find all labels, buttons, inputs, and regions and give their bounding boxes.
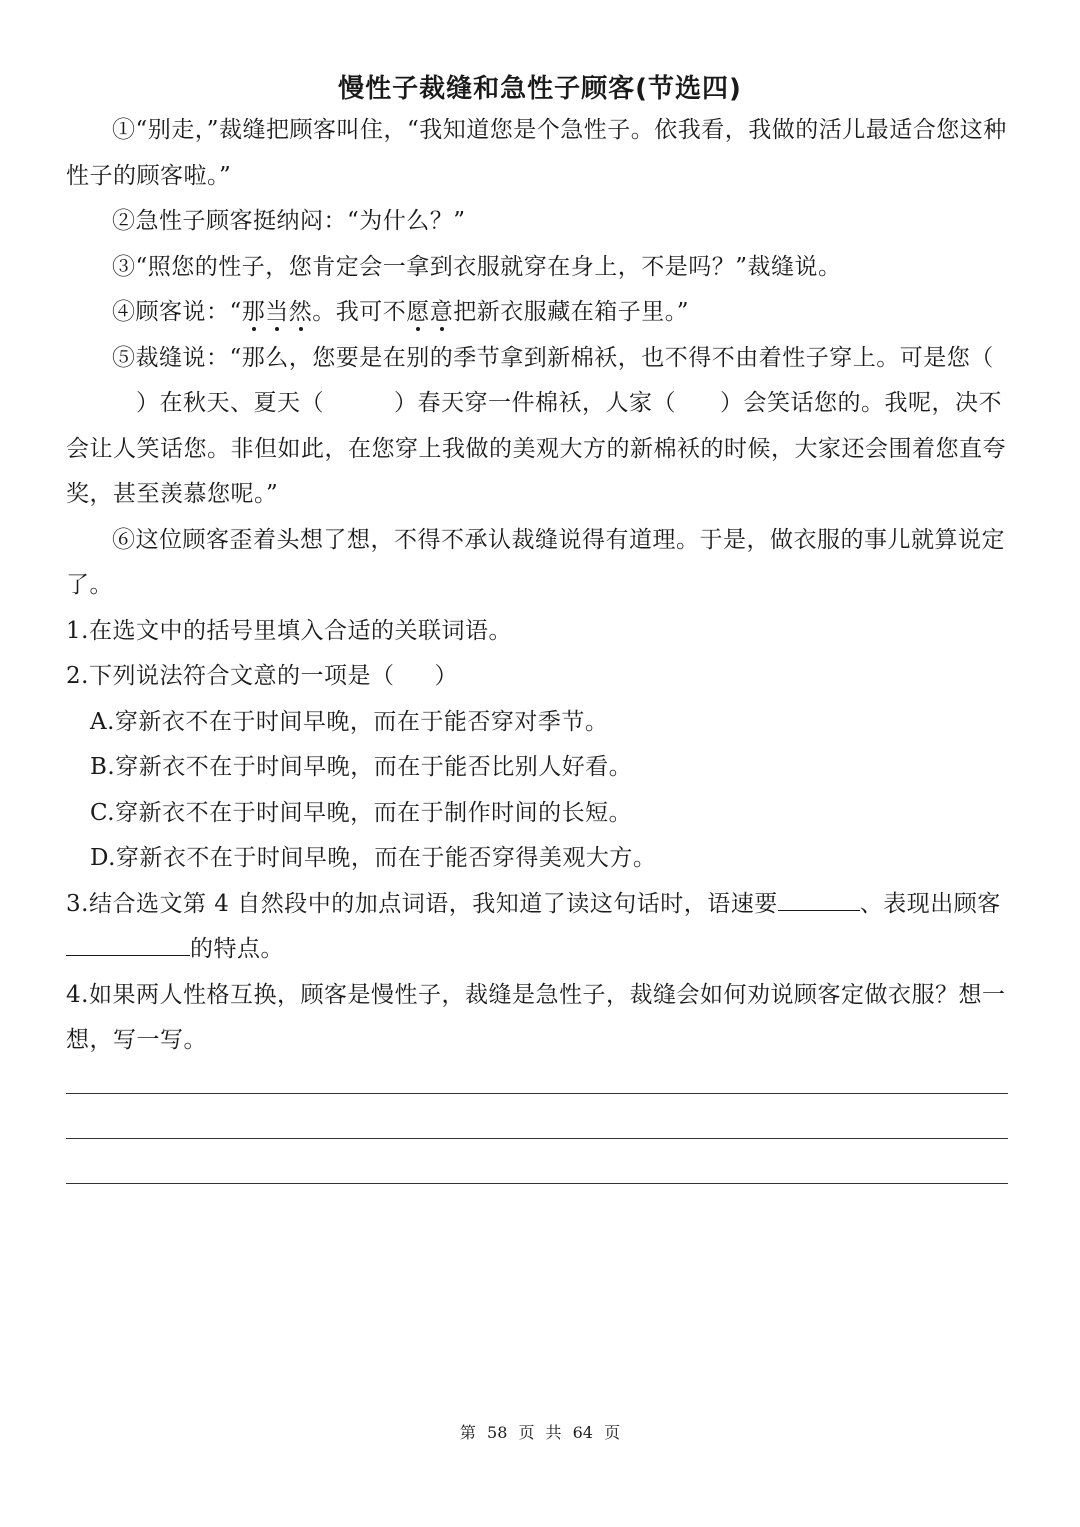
answer-underline-speed[interactable] bbox=[778, 888, 860, 911]
question-3-text-b: 、表现出顾客 bbox=[859, 890, 1001, 917]
paragraph-6: ⑥这位顾客歪着头想了想，不得不承认裁缝说得有道理。于是，做衣服的事儿就算说定了。 bbox=[66, 526, 1005, 598]
p4-end: 把新衣服藏在箱子里。” bbox=[453, 299, 690, 325]
reading-passage bbox=[66, 108, 1014, 1064]
answer-writing-line[interactable] bbox=[66, 1093, 1008, 1094]
question-2-close: ） bbox=[434, 663, 458, 689]
paragraph-2: ②急性子顾客挺纳闷：“为什么？” bbox=[112, 208, 466, 234]
p5-part-c: ）春天穿一件棉袄，人家（ bbox=[394, 390, 676, 416]
paragraph-3: ③“照您的性子，您肯定会一拿到衣服就穿在身上，不是吗？”裁缝说。 bbox=[112, 253, 842, 280]
dotted-char: 意 bbox=[429, 299, 454, 325]
option-a[interactable]: A.穿新衣不在于时间早晚，而在于能否穿对季节。 bbox=[90, 708, 609, 735]
option-b[interactable]: B.穿新衣不在于时间早晚，而在于能否比别人好看。 bbox=[90, 754, 633, 780]
dotted-char: 那 bbox=[241, 299, 266, 325]
dotted-char: 当 bbox=[265, 299, 289, 325]
paragraph-4 bbox=[66, 290, 1014, 336]
paragraph-5 bbox=[66, 336, 1014, 518]
answer-writing-line[interactable] bbox=[66, 1138, 1008, 1139]
answer-underline-trait[interactable] bbox=[66, 933, 190, 956]
page-title: 慢性子裁缝和急性子顾客(节选四) bbox=[338, 74, 742, 104]
page-footer: 第 58 页 共 64 页 bbox=[459, 1423, 621, 1442]
option-d[interactable]: D.穿新衣不在于时间早晚，而在于能否穿得美观大方。 bbox=[90, 845, 657, 871]
answer-writing-line[interactable] bbox=[66, 1183, 1008, 1184]
p4-after: 。我可不 bbox=[312, 299, 407, 325]
question-3 bbox=[66, 882, 1014, 973]
question-3-text-a: 3.结合选文第 4 自然段中的加点词语，我知道了读这句话时，语速要 bbox=[66, 890, 778, 917]
dotted-char: 然 bbox=[288, 299, 313, 325]
paragraph-1: ①“别走，”裁缝把顾客叫住，“我知道您是个急性子。依我看，我做的活儿最适合您这种性子的顾客啦。” bbox=[66, 117, 1007, 189]
p5-part-b: ）在秋天、夏天（ bbox=[136, 390, 324, 416]
question-2-text: 2.下列说法符合文意的一项是（ bbox=[66, 663, 395, 689]
dotted-char: 愿 bbox=[406, 299, 430, 325]
p4-before: ④顾客说：“ bbox=[112, 299, 242, 325]
option-c[interactable]: C.穿新衣不在于时间早晚，而在于制作时间的长短。 bbox=[90, 799, 633, 826]
question-2 bbox=[66, 654, 1014, 700]
p5-part-a: ⑤裁缝说：“那么，您要是在别的季节拿到新棉袄，也不得不由着性子穿上。可是您（ bbox=[112, 344, 994, 371]
question-3-text-c: 的特点。 bbox=[190, 936, 284, 962]
question-4: 4.如果两人性格互换，顾客是慢性子，裁缝是急性子，裁缝会如何劝说顾客定做衣服？想一想，写一写。 bbox=[66, 981, 1006, 1053]
question-1: 1.在选文中的括号里填入合适的关联词语。 bbox=[66, 617, 512, 644]
p5-part-d: ）会笑话您的。我呢，决不会让人笑话您。非但如此，在您穿上我做的美观大方的新棉袄的时候，大家还会围着您直夸奖，甚至羡慕您呢。” bbox=[66, 390, 1006, 507]
